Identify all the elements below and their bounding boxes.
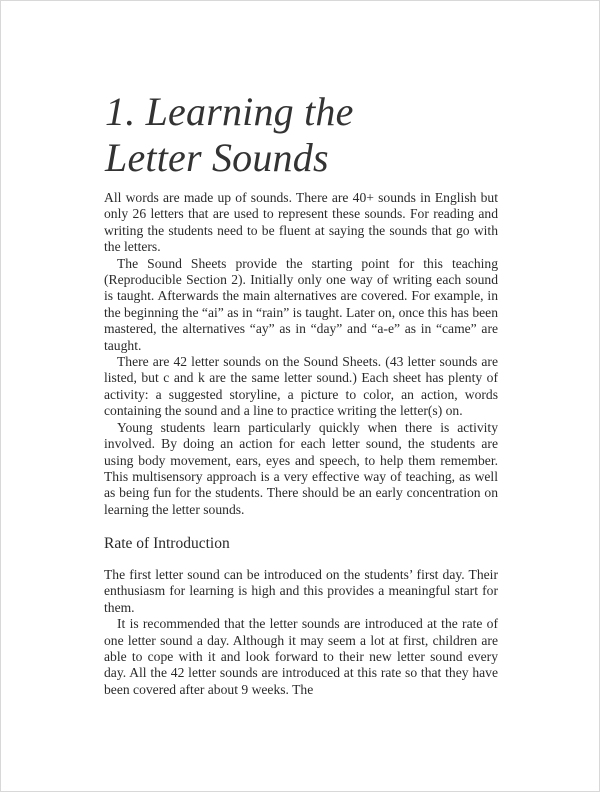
intro-paragraph-1: All words are made up of sounds. There are 40+ sounds in English but only 26 letters that are used to represent these sounds. For reading and writing the students need to be fluent at saying the sounds that go with the letters.	[104, 190, 498, 255]
chapter-title-line-2: Letter Sounds	[105, 135, 329, 180]
intro-paragraph-2: The Sound Sheets provide the starting point for this teaching (Reproducible Section 2). Initially only one way of writing each sound is taught. Afterwards the main alternatives are covered. For example, in the beginning the “ai” as in “rain” is taught. Later on, once this has been mastered, the alternatives “ay” as in “day” and “a-e” as in “came” are taught.	[104, 255, 498, 353]
chapter-title	[105, 89, 354, 181]
rate-section	[104, 567, 498, 698]
chapter-title-line-1: 1. Learning the	[105, 89, 354, 134]
section-heading-rate: Rate of Introduction	[104, 535, 230, 552]
rate-paragraph-1: The first letter sound can be introduced on the students’ first day. Their enthusiasm for learning is high and this provides a meaningful start for them.	[104, 567, 498, 615]
rate-paragraph-2: It is recommended that the letter sounds are introduced at the rate of one letter sound a day. Although it may seem a lot at first, children are able to cope with it and look forward to their new letter sound every day. All the 42 letter sounds are introduced at this rate so that they have been covered after about 9 weeks. The	[104, 616, 498, 697]
intro-section	[104, 190, 498, 518]
intro-paragraph-3: There are 42 letter sounds on the Sound Sheets. (43 letter sounds are listed, but c and k are the same letter sound.) Each sheet has plenty of activity: a suggested storyline, a picture to color, an action, words containing the sound and a line to practice writing the letter(s) on.	[104, 354, 498, 419]
intro-paragraph-4: Young students learn particularly quickly when there is activity involved. By doing an action for each letter sound, the students are using body movement, ears, eyes and speech, to help them remember. This multisensory approach is a very effective way of teaching, as well as being fun for the students. There should be an early concentration on learning the letter sounds.	[104, 419, 498, 517]
